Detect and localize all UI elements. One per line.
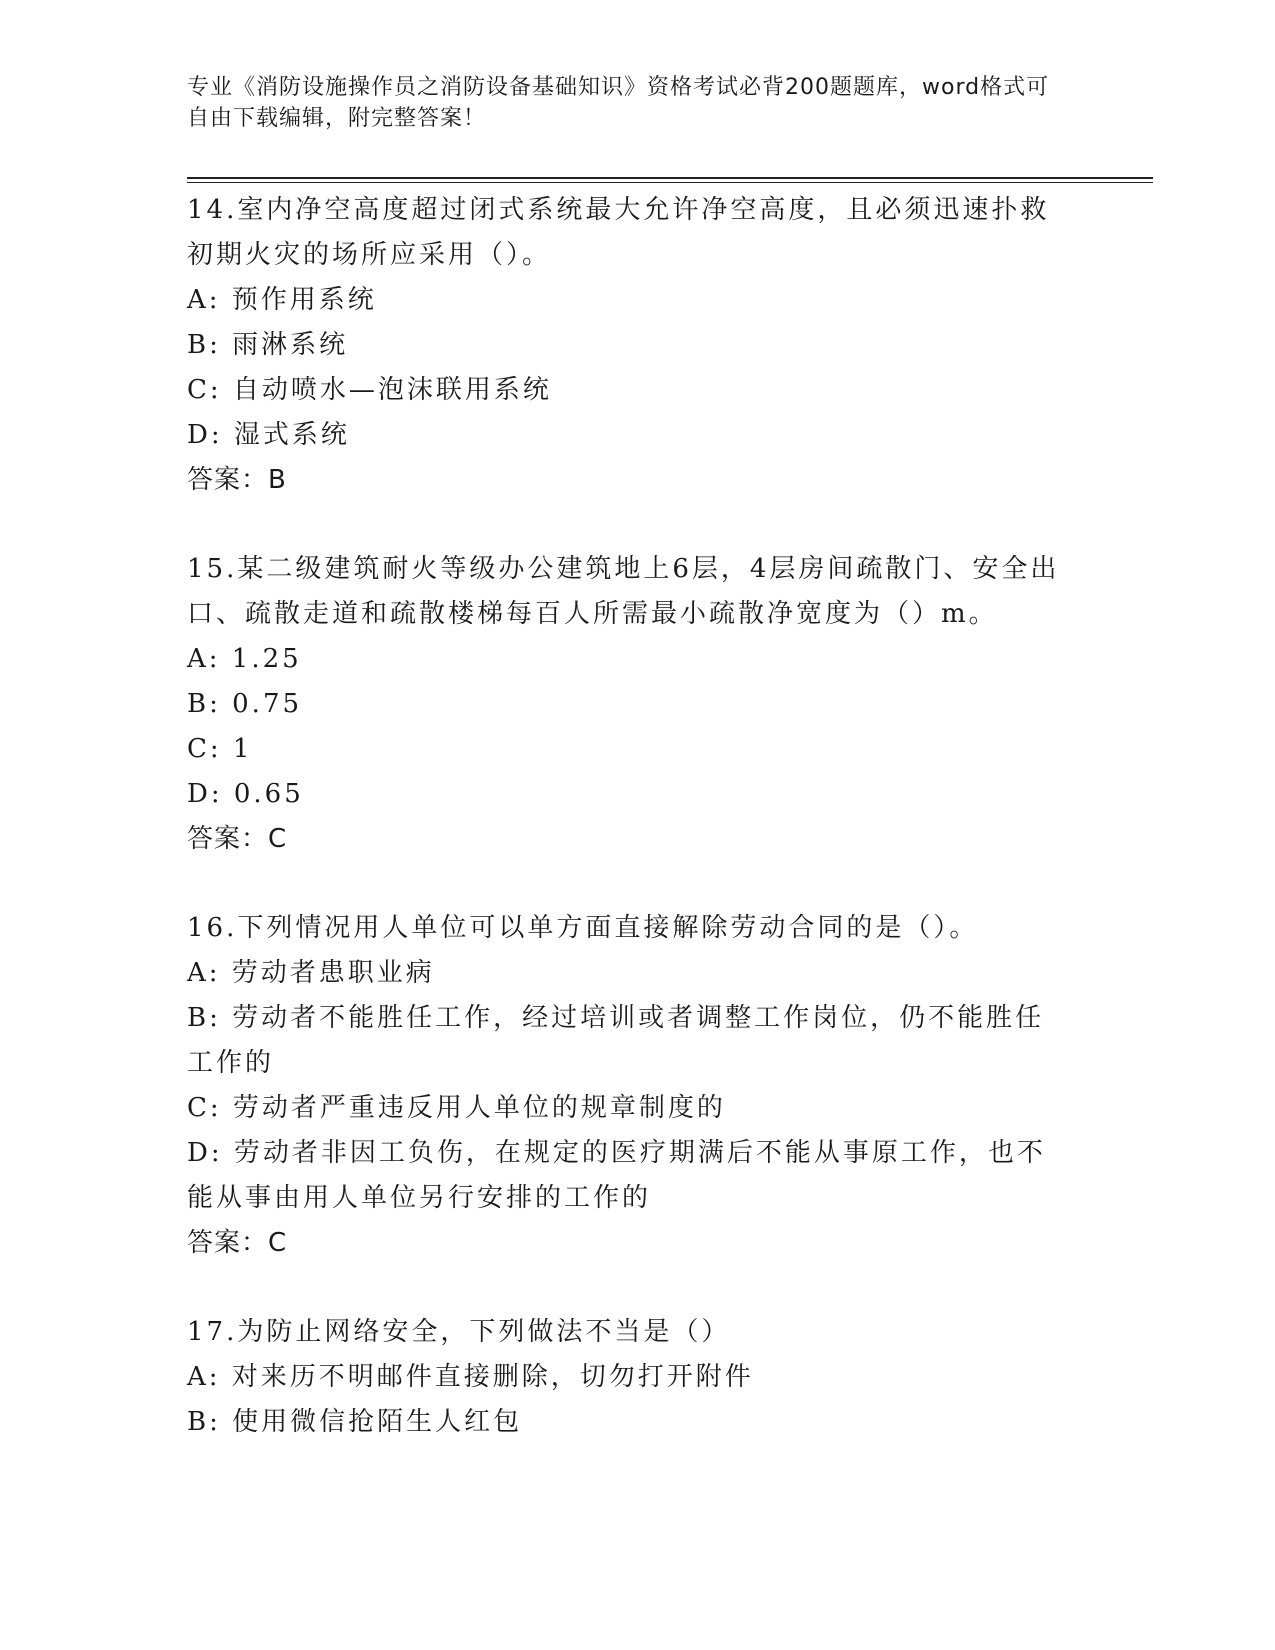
question-16 — [187, 906, 1067, 1266]
option-a: A: 对来历不明邮件直接删除，切勿打开附件 — [187, 1362, 754, 1392]
question-15 — [187, 547, 1067, 862]
question-stem: 17.为防止网络安全，下列做法不当是（） — [187, 1317, 731, 1347]
option-b: B: 使用微信抢陌生人红包 — [187, 1407, 523, 1437]
header-divider-thin — [187, 182, 1153, 183]
option-b: B: 劳动者不能胜任工作，经过培训或者调整工作岗位，仍不能胜任工作的 — [187, 1003, 1045, 1078]
option-c: C: 自动喷水—泡沫联用系统 — [187, 375, 552, 405]
option-b: B: 0.75 — [187, 689, 303, 719]
option-c: C: 劳动者严重违反用人单位的规章制度的 — [187, 1093, 726, 1123]
question-stem: 15.某二级建筑耐火等级办公建筑地上6层，4层房间疏散门、安全出口、疏散走道和疏散楼梯每百人所需最小疏散净宽度为（）m。 — [187, 554, 1060, 629]
option-a: A: 劳动者患职业病 — [187, 958, 435, 988]
document-header: 专业《消防设施操作员之消防设备基础知识》资格考试必背200题题库，word格式可自由下载编辑，附完整答案！ — [187, 75, 1050, 131]
question-list — [187, 188, 1067, 1489]
option-d: D: 0.65 — [187, 779, 304, 809]
question-stem: 14.室内净空高度超过闭式系统最大允许净空高度，且必须迅速扑救初期火灾的场所应采用（）。 — [187, 195, 1050, 270]
question-stem: 16.下列情况用人单位可以单方面直接解除劳动合同的是（）。 — [187, 913, 979, 943]
option-a: A: 预作用系统 — [187, 285, 377, 315]
header-divider-thick — [187, 177, 1153, 179]
answer: 答案：B — [187, 465, 287, 495]
option-b: B: 雨淋系统 — [187, 330, 349, 360]
option-a: A: 1.25 — [187, 644, 302, 674]
option-c: C: 1 — [187, 734, 253, 764]
option-d: D: 劳动者非因工负伤，在规定的医疗期满后不能从事原工作，也不能从事由用人单位另行安排的工作的 — [187, 1138, 1046, 1213]
question-14 — [187, 188, 1067, 503]
question-17 — [187, 1310, 1067, 1445]
option-d: D: 湿式系统 — [187, 420, 350, 450]
answer: 答案：C — [187, 824, 288, 854]
answer: 答案：C — [187, 1228, 288, 1258]
